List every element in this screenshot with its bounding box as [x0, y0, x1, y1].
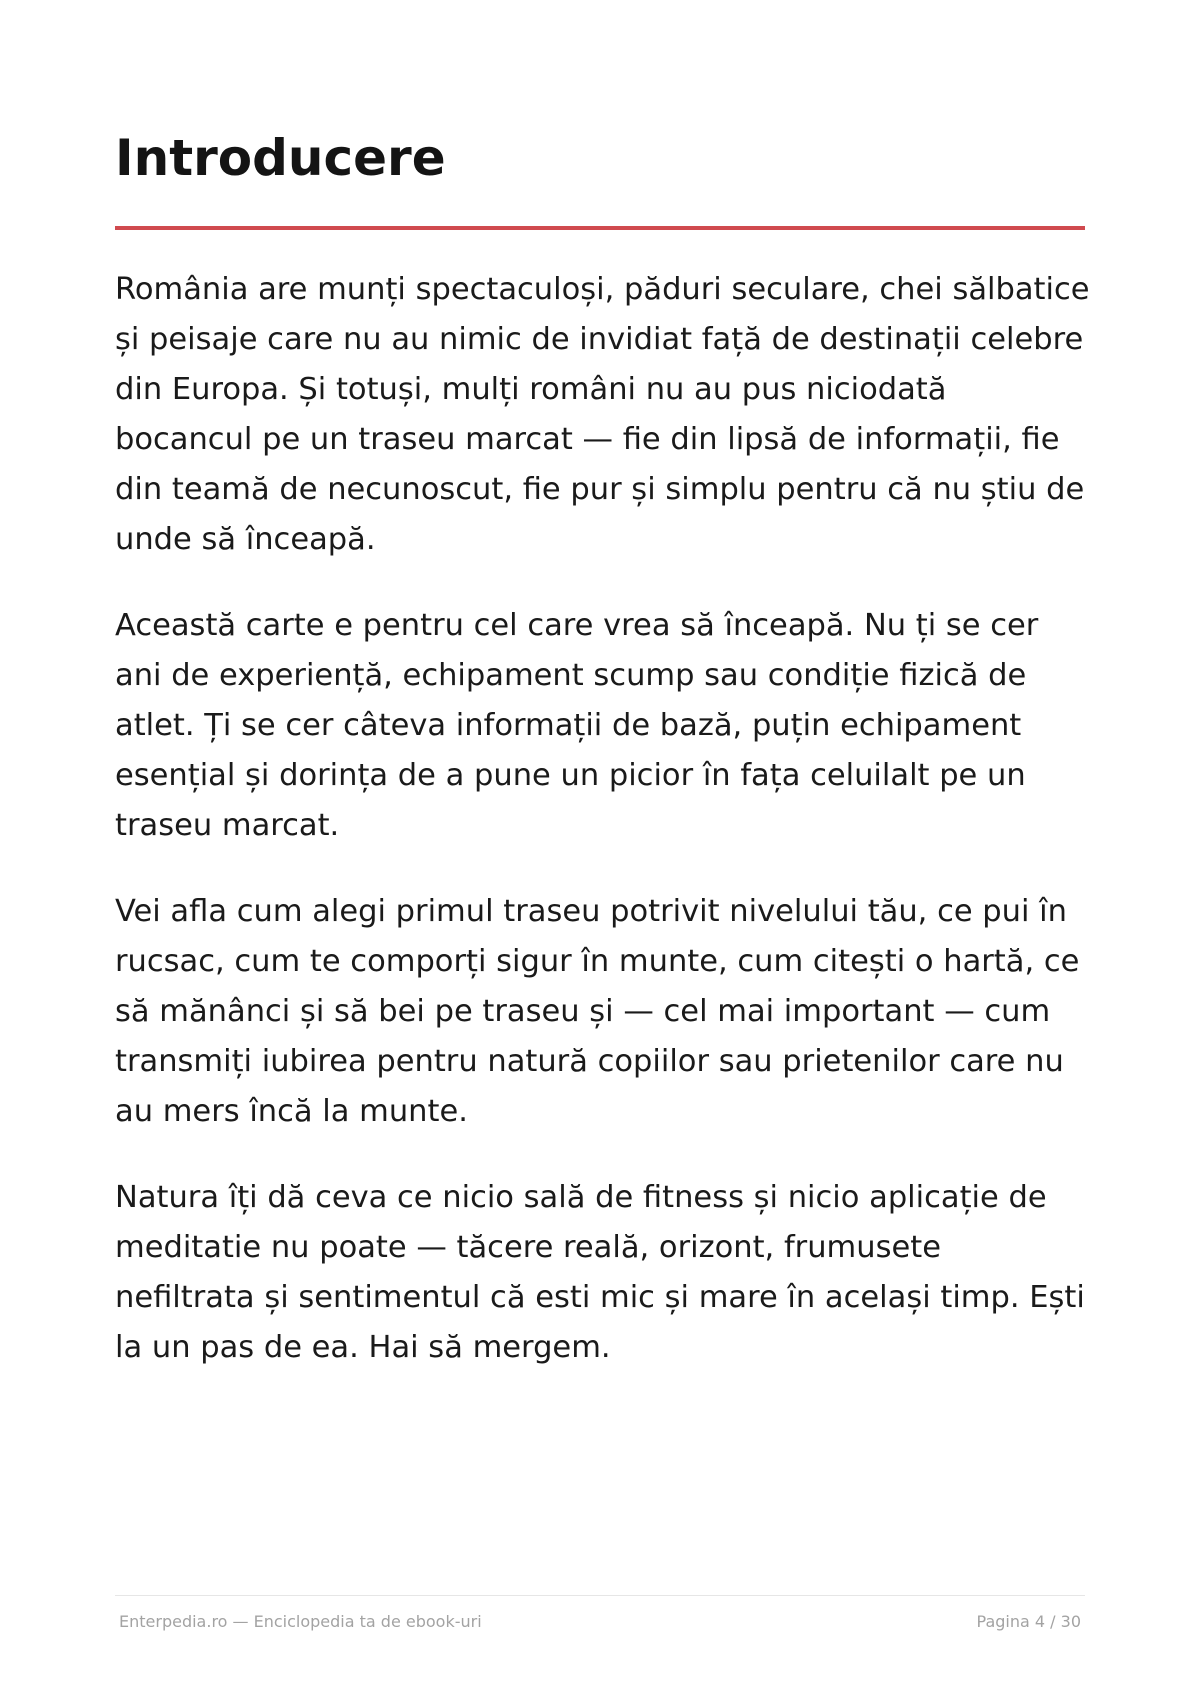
document-page [115, 0, 1090, 1683]
paragraph-2: Această carte e pentru cel care vrea să înceapă. Nu ți se cer ani de experiență, echipament scump sau condiție fizică de atlet. Ți se cer câteva informații de bază, puțin echipament esențial și dorința de a pune un picior în fața celuilalt pe un traseu marcat. [115, 608, 1039, 843]
paragraph-3: Vei afla cum alegi primul traseu potrivit nivelului tău, ce pui în rucsac, cum te comporți sigur în munte, cum citești o hartă, ce să mănânci și să bei pe traseu și — cel mai important — cum transmiți iubirea pentru natură copiilor sau prietenilor care nu au mers încă la munte. [115, 894, 1080, 1129]
page-number: Pagina 4 / 30 [976, 1612, 1081, 1631]
footer-divider [115, 1595, 1085, 1596]
paragraph-4: Natura îți dă ceva ce nicio sală de fitness și nicio aplicație de meditatie nu poate — tăcere reală, orizont, frumusete nefiltrata și sentimentul că esti mic și mare în același timp. Ești la un pas de ea. Hai să mergem. [115, 1180, 1085, 1365]
body-text [115, 265, 1090, 1409]
page-title: Introducere [115, 129, 446, 187]
title-underline-divider [115, 226, 1085, 230]
footer-source-text: Enterpedia.ro — Enciclopedia ta de ebook-uri [119, 1612, 482, 1631]
paragraph-1: România are munți spectaculoși, păduri seculare, chei sălbatice și peisaje care nu au nimic de invidiat față de destinații celebre din Europa. Și totuși, mulți români nu au pus niciodată bocancul pe un traseu marcat — fie din lipsă de informații, fie din teamă de necunoscut, fie pur și simplu pentru că nu știu de unde să înceapă. [115, 272, 1090, 557]
page-footer [119, 1612, 1081, 1631]
